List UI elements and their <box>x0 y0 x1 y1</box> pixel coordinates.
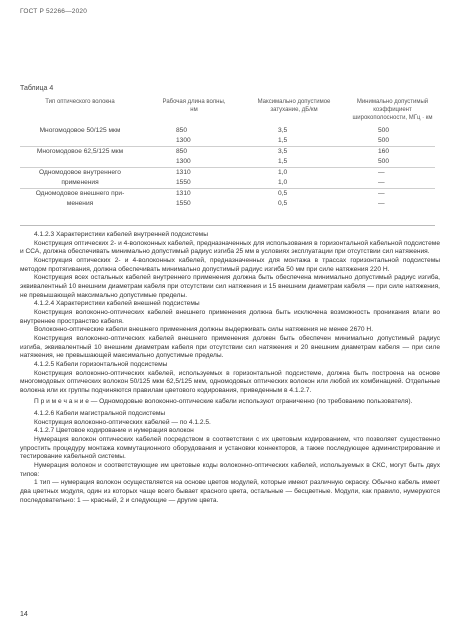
paragraph: Нумерация волокон и соответствующие им цветовые коды волоконно-оптических кабелей, используемых в СКС, могут быть двух типов: <box>20 462 440 478</box>
table-row <box>20 178 435 189</box>
cell-bandwidth: — <box>378 190 385 197</box>
section-heading: 4.1.2.5 Кабели горизонтальной подсистемы <box>34 360 168 368</box>
cell-wavelength: 1300 <box>176 137 191 144</box>
cell-attenuation: 1,0 <box>278 169 288 176</box>
cell-fiber-type: Многомодовое 50/125 мкм <box>39 127 121 134</box>
cell-attenuation: 3,5 <box>278 127 288 134</box>
cell-bandwidth: 160 <box>378 148 390 155</box>
cell-wavelength: 1300 <box>176 158 191 165</box>
paragraph: Волоконно-оптические кабели внешнего применения должны выдерживать силы натяжения не менее 2670 Н. <box>34 326 374 334</box>
table-row <box>20 126 435 136</box>
column-header-attenuation: Максимально допустимое затухание, дБ/км <box>257 99 331 113</box>
paragraph: Конструкция оптических 2- и 4-волоконных кабелей, предназначенных для использования в горизонтальной кабельной подсистеме и ССА, должна обеспечивать минимально допустимый радиус изгиба 25 мм в условиях эксплуатации при отсутствии сил натяжения. <box>20 239 440 256</box>
section-heading: 4.1.2.7 Цветовое кодирование и нумерация волокон <box>34 427 194 435</box>
cell-fiber-type: менения <box>66 200 94 207</box>
cell-wavelength: 1550 <box>176 200 191 207</box>
column-header-wavelength: Рабочая длина волны, нм <box>162 99 226 113</box>
table-row <box>20 199 435 209</box>
note: П р и м е ч а н и е — Одномодовые волоконно-оптические кабели используют ограниченно (по требованию пользователя). <box>34 398 413 406</box>
cell-attenuation: 3,5 <box>278 148 288 155</box>
paragraph: 1 тип — нумерация волокон осуществляется на основе цветов модулей, которые имеют различную окраску. Обычно кабель имеет два цветных модуля, один из которых чаще всего бывает красного цвета, остальные — бесцветные. Модули, как правило, нумеруются последовательно: 1 — красный, 2 и следующие — другие цвета. <box>20 479 440 504</box>
cell-wavelength: 1310 <box>176 169 191 176</box>
cell-bandwidth: — <box>378 200 385 207</box>
cell-fiber-type: применения <box>61 179 99 186</box>
paragraph: Конструкция волоконно-оптических кабелей внешнего применения должна быть исключена возможность проникания влаги во внутреннее пространство кабеля. <box>20 308 440 325</box>
cell-wavelength: 1550 <box>176 179 191 186</box>
paragraph: Конструкция всех остальных кабелей внутреннего применения должна быть обеспечена минимально допустимый радиус изгиба, эквивалентный 10 внешним диаметрам кабеля при отсутствии сил натяжения и 15 внешним диаметрам кабеля — при силе натяжения, не превышающей максимально допустимые пределы. <box>20 274 440 299</box>
table-bottom-rule <box>20 225 435 226</box>
cell-attenuation: 0,5 <box>278 200 288 207</box>
body-text <box>20 231 440 505</box>
section-heading: 4.1.2.6 Кабели магистральной подсистемы <box>34 410 166 418</box>
table-row <box>20 147 435 157</box>
paragraph: Конструкция оптических 2- и 4-волоконных кабелей, предназначенных для монтажа в трассах горизонтальной подсистемы методом протягивания, должна обеспечивать минимально допустимый радиус изгиба 50 мм при силе натяжения 220 Н. <box>20 256 440 273</box>
cell-attenuation: 1,5 <box>278 158 288 165</box>
column-header-bandwidth: Минимально допустимый коэффициент широкополосности, МГц · км <box>352 99 433 121</box>
page-number: 14 <box>20 611 28 618</box>
table-caption: Таблица 4 <box>20 85 54 92</box>
cell-wavelength: 850 <box>176 148 188 155</box>
column-header-fiber-type: Тип оптического волокна <box>45 99 115 105</box>
paragraph: Конструкция волоконно-оптических кабелей, используемых в горизонтальной подсистеме, должна быть построена на основе многомодовых оптических волокон 50/125 мкм 62,5/125 мкм, одномодовых оптических волокон или любой их комбинацией. Отдельные волокна или их группы подчиняются правилам цветового кодирования, приведенным в 4.1.2.7. <box>20 369 440 394</box>
document-header: ГОСТ Р 52266—2020 <box>20 8 88 15</box>
table-row <box>20 168 435 178</box>
table-body <box>20 126 435 209</box>
paragraph: Нумерация волокон оптических кабелей посредством в соответствии с их цветовым кодированием, что позволяет существенно упростить процедуру монтажа коммутационного оборудования и установки коннекторов, а также последующее администрирование и тестирование кабельной системы. <box>20 436 440 461</box>
cell-fiber-type: Одномодовое внутреннего <box>39 169 121 176</box>
cell-bandwidth: 500 <box>378 158 390 165</box>
section-heading: 4.1.2.4 Характеристики кабелей внешней подсистемы <box>34 300 200 308</box>
cell-attenuation: 1,0 <box>278 179 288 186</box>
cell-wavelength: 1310 <box>176 190 191 197</box>
cell-attenuation: 1,5 <box>278 137 288 144</box>
cell-bandwidth: 500 <box>378 137 390 144</box>
cell-bandwidth: 500 <box>378 127 390 134</box>
table-row <box>20 157 435 168</box>
cell-attenuation: 0,5 <box>278 190 288 197</box>
table-row <box>20 189 435 199</box>
cell-bandwidth: — <box>378 179 385 186</box>
table-row <box>20 136 435 147</box>
cell-fiber-type: Одномодовое внешнего при- <box>35 190 125 197</box>
cell-wavelength: 850 <box>176 127 188 134</box>
cell-bandwidth: — <box>378 169 385 176</box>
section-heading: 4.1.2.3 Характеристики кабелей внутренней подсистемы <box>34 231 208 238</box>
paragraph: Конструкция волоконно-оптических кабелей — по 4.1.2.5. <box>34 418 211 426</box>
cell-fiber-type: Многомодовое 62,5/125 мкм <box>36 148 124 155</box>
paragraph: Конструкция волоконно-оптических кабелей внешнего применения должен быть обеспечен минимально допустимый радиус изгиба, эквивалентный 10 внешним диаметрам кабеля при отсутствии сил натяжения и 20 внешним диаметрам кабеля — при силе натяжения, не превышающей максимально допустимые пределы. <box>20 334 440 360</box>
